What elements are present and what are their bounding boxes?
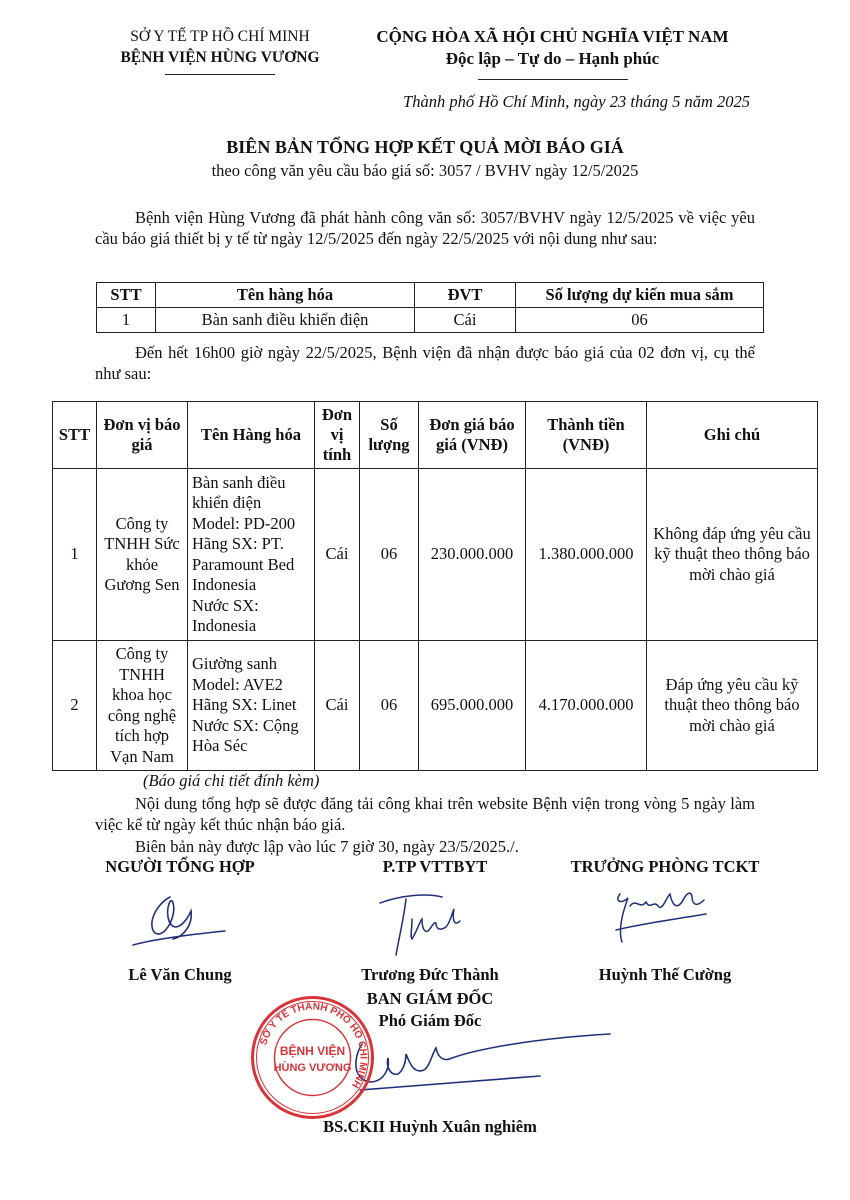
received-text: Đến hết 16h00 giờ ngày 22/5/2025, Bệnh viện đã nhận được báo giá của 02 đơn vị, cụ thể như sau:: [95, 343, 755, 383]
cell-stt: 2: [53, 641, 97, 771]
col-header-stt: STT: [97, 283, 156, 308]
cell-quantity: 06: [516, 308, 764, 333]
document-subtitle: theo công văn yêu cầu báo giá số: 3057 / BVHV ngày 12/5/2025: [211, 161, 639, 180]
cell-goods: Bàn sanh điều khiển điện: [156, 308, 415, 333]
deputy-name: Trương Đức Thành: [361, 965, 499, 984]
cell-unit: Cái: [415, 308, 516, 333]
motto-underline: [478, 79, 628, 80]
col-header-vendor: Đơn vị báo giá: [97, 402, 188, 469]
cell-unit: Cái: [315, 641, 360, 771]
national-motto-block: [345, 26, 760, 70]
publication-text: Nội dung tổng hợp sẽ được đăng tải công khai trên website Bệnh viện trong vòng 5 ngày làm việc kể từ ngày kết thúc nhận báo giá.: [95, 794, 755, 834]
intro-paragraph: [95, 207, 755, 249]
issuer-hospital: BỆNH VIỆN HÙNG VƯƠNG: [120, 49, 320, 66]
goods-line: Model: AVE2: [192, 674, 283, 694]
seal-center-line2: HÙNG VƯƠNG: [273, 1062, 352, 1074]
col-header-stt: STT: [53, 402, 97, 469]
document-title: BIÊN BẢN TỔNG HỢP KẾT QUẢ MỜI BÁO GIÁ: [226, 137, 624, 157]
attached-note: (Báo giá chi tiết đính kèm): [143, 771, 320, 790]
cell-quantity: 06: [360, 641, 419, 771]
table-row: [97, 308, 764, 333]
national-motto: Độc lập – Tự do – Hạnh phúc: [445, 49, 660, 68]
director-name: BS.CKII Huỳnh Xuân nghiêm: [323, 1117, 537, 1136]
goods-line: Hãng SX: PT. Paramount Bed Indonesia: [192, 534, 295, 594]
issuer-underline: [165, 74, 275, 75]
cell-unit-price: 695.000.000: [419, 641, 526, 771]
table-row: [53, 469, 818, 641]
goods-line: Model: PD-200: [192, 513, 296, 533]
goods-line: Nước SX: Indonesia: [192, 595, 259, 635]
cell-note: Đáp ứng yêu cầu kỹ thuật theo thông báo mời chào giá: [647, 641, 818, 771]
col-header-unit: Đơn vị tính: [315, 402, 360, 469]
cell-quantity: 06: [360, 469, 419, 641]
finance-name: Huỳnh Thế Cường: [598, 965, 732, 984]
cell-goods: [188, 641, 315, 771]
col-header-total: Thành tiền (VNĐ): [526, 402, 647, 469]
seal-center-line1: BỆNH VIỆN: [279, 1044, 346, 1058]
cell-unit: Cái: [315, 469, 360, 641]
publication-paragraph: [95, 793, 755, 835]
received-paragraph: [95, 342, 755, 384]
compiler-signature: [125, 885, 235, 955]
goods-line: Hãng SX: Linet: [192, 695, 297, 715]
vice-director-title: Phó Giám Đốc: [378, 1011, 482, 1030]
national-title: CỘNG HÒA XÃ HỘI CHỦ NGHĨA VIỆT NAM: [376, 27, 729, 46]
cell-vendor: Công ty TNHH Sức khỏe Gương Sen: [97, 469, 188, 641]
deputy-signature: [372, 885, 482, 960]
time-text: Biên bản này được lập vào lúc 7 giờ 30, ngày 23/5/2025./.: [135, 837, 519, 856]
table-header-row: [97, 283, 764, 308]
col-header-quantity: Số lượng: [360, 402, 419, 469]
time-paragraph: [95, 836, 755, 857]
compiler-name: Lê Văn Chung: [128, 965, 232, 984]
col-header-unit-price: Đơn giá báo giá (VNĐ): [419, 402, 526, 469]
compiler-role: NGƯỜI TỔNG HỢP: [105, 857, 255, 876]
table-header-row: [53, 402, 818, 469]
col-header-unit: ĐVT: [415, 283, 516, 308]
table-row: [53, 641, 818, 771]
cell-total: 4.170.000.000: [526, 641, 647, 771]
goods-line: Nước SX: Cộng Hòa Séc: [192, 715, 299, 756]
cell-stt: 1: [53, 469, 97, 641]
goods-line: Bàn sanh điều khiển điện: [192, 472, 286, 512]
cell-goods: [188, 469, 315, 641]
finance-role: TRƯỞNG PHÒNG TCKT: [570, 857, 760, 876]
issuer-block: [95, 26, 345, 68]
place-date: Thành phố Hồ Chí Minh, ngày 23 tháng 5 năm 2025: [403, 92, 750, 111]
intro-text: Bệnh viện Hùng Vương đã phát hành công văn số: 3057/BVHV ngày 12/5/2025 về việc yêu cầu báo giá thiết bị y tế từ ngày 12/5/2025 đến ngày 22/5/2025 với nội dung như sau:: [95, 208, 755, 248]
col-header-goods: Tên hàng hóa: [156, 283, 415, 308]
quotations-table: [52, 401, 818, 771]
cell-note: Không đáp ứng yêu cầu kỹ thuật theo thông báo mời chào giá: [647, 469, 818, 641]
board-of-directors: BAN GIÁM ĐỐC: [366, 989, 494, 1008]
cell-vendor: Công ty TNHH khoa học công nghệ tích hợp Vạn Nam: [97, 641, 188, 771]
cell-stt: 1: [97, 308, 156, 333]
hospital-seal: [250, 995, 375, 1120]
finance-signature: [600, 880, 730, 950]
goods-line: Giường sanh: [192, 654, 278, 674]
col-header-goods: Tên Hàng hóa: [188, 402, 315, 469]
director-signature: [340, 1030, 620, 1100]
col-header-quantity: Số lượng dự kiến mua sắm: [516, 283, 764, 308]
col-header-note: Ghi chú: [647, 402, 818, 469]
deputy-role: P.TP VTTBYT: [382, 857, 488, 876]
cell-total: 1.380.000.000: [526, 469, 647, 641]
requested-goods-table: [96, 282, 764, 333]
cell-unit-price: 230.000.000: [419, 469, 526, 641]
seal-ring-text: SỞ Y TẾ THÀNH PHỐ HỒ CHÍ MINH: [258, 1001, 369, 1090]
issuer-department: SỞ Y TẾ TP HỒ CHÍ MINH: [130, 28, 310, 45]
